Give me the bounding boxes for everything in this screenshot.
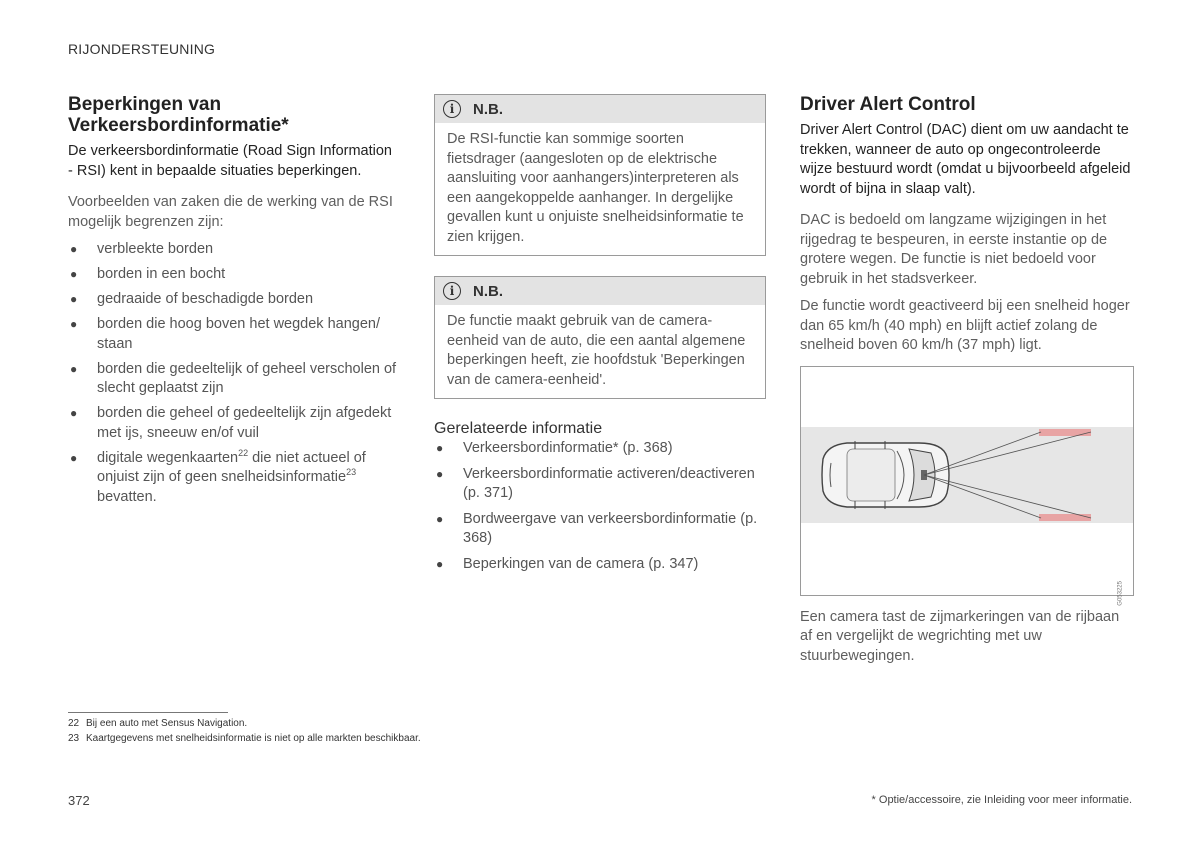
rsi-intro: De verkeersbordinformatie (Road Sign Information - RSI) kent in bepaalde situaties beperkingen. [68, 143, 392, 179]
list-item: ● digitale wegenkaarten$^{22}$ die niet actueel of onjuist zijn of geen snelheidsinformatie$^{23}$ bevatten. [70, 447, 366, 505]
footnote: 22 Bij een auto met Sensus Navigation. [68, 718, 248, 729]
list-item: ● gedraaide of beschadigde borden [68, 290, 398, 310]
car-icon [822, 441, 949, 509]
lane-marking-left [1039, 429, 1091, 436]
bullet-icon: ● [70, 317, 78, 331]
list-item: ● borden die gedeeltelijk of geheel verscholen of slecht geplaatst zijn [70, 360, 397, 396]
list-item: ● borden die hoog boven het wegdek hangen/ staan [70, 316, 380, 352]
column-notes [434, 94, 766, 580]
bullet-icon: ● [436, 466, 444, 481]
page-number: 372 [68, 793, 90, 808]
bullet-icon: ● [436, 441, 444, 455]
bullet-icon: ● [70, 242, 78, 256]
bullet-icon: ● [436, 511, 444, 526]
lane-marking-right [1039, 514, 1091, 521]
list-item: ● verbleekte borden [68, 240, 398, 260]
note-title: N.B. [473, 282, 503, 300]
rsi-limitations-list [68, 240, 398, 507]
related-link[interactable]: ● Verkeersbordinformatie activeren/deactiveren (p. 371) [436, 465, 755, 501]
figure-code: G053225 [1118, 580, 1124, 606]
footnote-divider [68, 712, 228, 713]
note-body: De RSI-functie kan sommige soorten fietsdrager (aangesloten op de elektrische aansluiting voor aanhangers)interpreteren als een aangekoppelde aanhanger. In dergelijke gevallen kunt u onjuiste snelheidsinformatie te zien krijgen. [447, 131, 744, 245]
section-header: RIJONDERSTEUNING [68, 41, 216, 57]
related-link[interactable]: ● Bordweergave van verkeersbordinformatie (p. 368) [436, 510, 758, 546]
rsi-limitations-heading: Beperkingen van Verkeersbordinformatie* [68, 94, 289, 136]
column-rsi-limitations [68, 94, 398, 513]
note-header [435, 95, 765, 123]
rsi-lead: Voorbeelden van zaken die de werking van de RSI mogelijk begrenzen zijn: [68, 194, 393, 230]
list-item: ● borden die geheel of gedeeltelijk zijn afgedekt met ijs, sneeuw en/of vuil [70, 405, 392, 441]
related-link[interactable]: ● Verkeersbordinformatie* (p. 368) [434, 439, 766, 459]
footer-note: * Optie/accessoire, zie Inleiding voor meer informatie. [871, 794, 1132, 806]
info-icon: i [443, 282, 461, 300]
bullet-icon: ● [70, 292, 78, 306]
figure-caption: Een camera tast de zijmarkeringen van de rijbaan af en vergelijkt de wegrichting met uw stuurbewegingen. [800, 608, 1120, 664]
dac-intro: Driver Alert Control (DAC) dient om uw aandacht te trekken, wanneer de auto op ongecontroleerde wijze bestuurd wordt (omdat u bijvoorbeeld afgeleid wordt of bijna in slaap valt). [800, 122, 1131, 197]
note-box [434, 276, 766, 399]
bullet-icon: ● [70, 361, 78, 376]
related-info-heading: Gerelateerde informatie [434, 420, 603, 437]
footnote-ref[interactable]: 22 [238, 447, 249, 458]
note-header [435, 277, 765, 305]
car-lane-diagram [801, 367, 1133, 595]
footnote-ref[interactable]: 23 [346, 467, 357, 478]
note-box [434, 94, 766, 256]
dac-heading: Driver Alert Control [800, 94, 976, 115]
dac-activation-paragraph: De functie wordt geactiveerd bij een snelheid hoger dan 65 km/h (40 mph) en blijft actief zolang de snelheid boven 60 km/h (37 mph) ligt. [800, 298, 1130, 353]
bullet-icon: ● [70, 267, 78, 281]
related-link[interactable]: ● Beperkingen van de camera (p. 347) [434, 555, 766, 575]
info-icon: i [443, 100, 461, 118]
list-item: ● borden in een bocht [68, 265, 398, 285]
bullet-icon: ● [436, 556, 444, 571]
dac-camera-illustration [800, 366, 1134, 606]
footnote: 23 Kaartgegevens met snelheidsinformatie is niet op alle markten beschikbaar. [68, 733, 421, 744]
note-body: De functie maakt gebruik van de camera-eenheid van de auto, die een aantal algemene beperkingen heeft, zie hoofdstuk 'Beperkingen van de camera-eenheid'. [447, 313, 746, 388]
bullet-icon: ● [70, 450, 78, 465]
column-dac [800, 94, 1134, 666]
related-info-list [434, 439, 766, 574]
bullet-icon: ● [70, 406, 78, 420]
note-title: N.B. [473, 100, 503, 118]
dac-paragraph: DAC is bedoeld om langzame wijzigingen in het rijgedrag te bespeuren, in eerste instantie op de grotere wegen. De functie is niet bedoeld voor gebruik in het stadsverkeer. [800, 212, 1108, 287]
